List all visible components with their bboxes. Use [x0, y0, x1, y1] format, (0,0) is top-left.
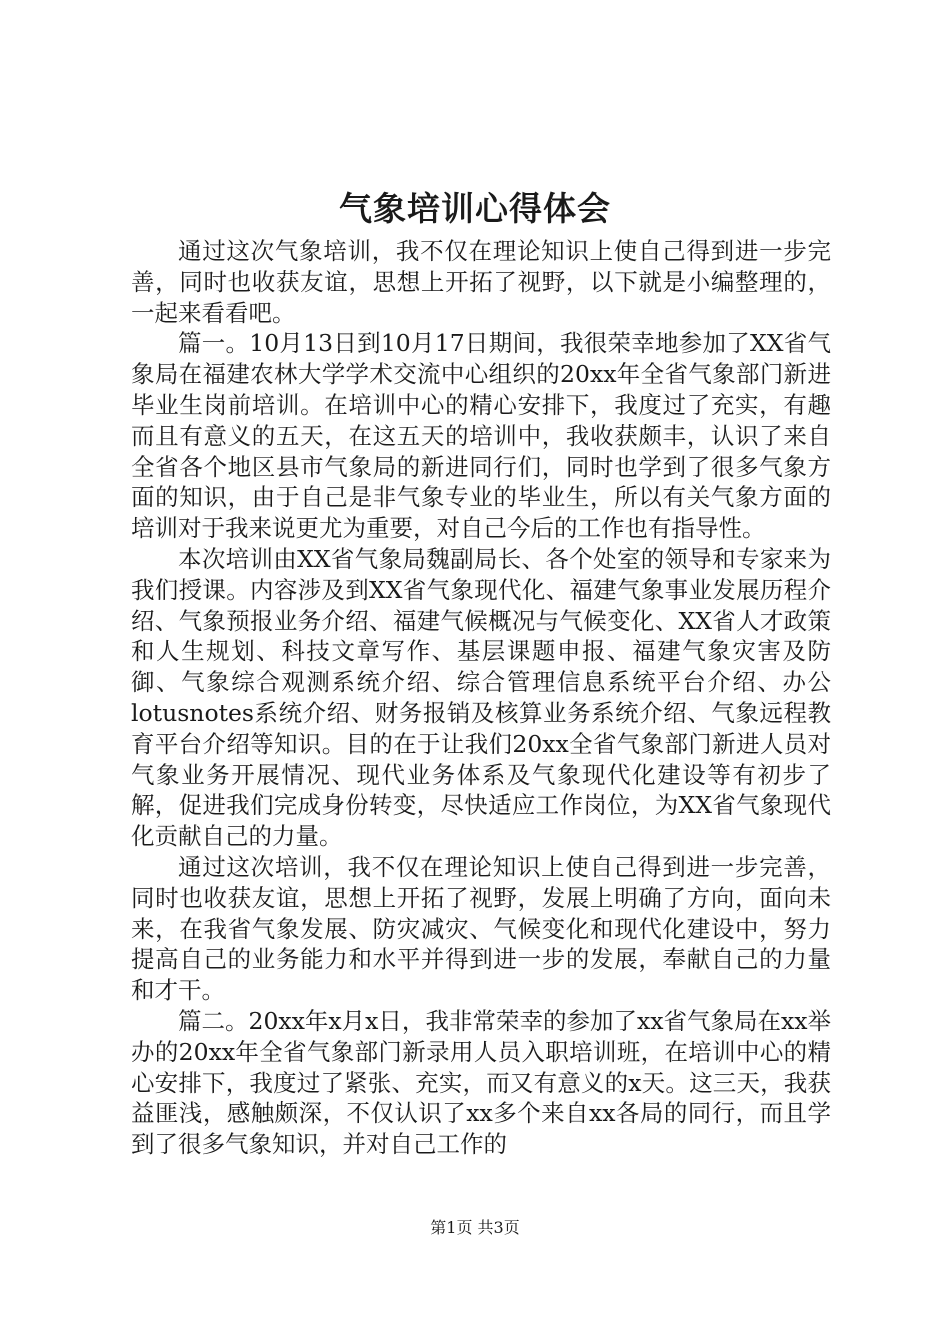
paragraph-intro: 通过这次气象培训，我不仅在理论知识上使自己得到进一步完善，同时也收获友谊，思想上开拓了视野，以下就是小编整理的，一起来看看吧。 — [131, 237, 831, 327]
paragraph-part-two: 篇二。20xx年x月x日，我非常荣幸的参加了xx省气象局在xx举办的20xx年全省气象部门新录用人员入职培训班，在培训中心的精心安排下，我度过了紧张、充实，而又有意义的x天。这三天，我获益匪浅，感触颇深，不仅认识了xx多个来自xx各局的同行，而且学到了很多气象知识，并对自己工作的 — [131, 1006, 831, 1159]
document-body — [131, 236, 831, 1160]
paragraph-training-content: 本次培训由XX省气象局魏副局长、各个处室的领导和专家来为我们授课。内容涉及到XX省气象现代化、福建气象事业发展历程介绍、气象预报业务介绍、福建气候概况与气候变化、XX省人才政策和人生规划、科技文章写作、基层课题申报、福建气象灾害及防御、气象综合观测系统介绍、综合管理信息系统平台介绍、办公lotusnotes系统介绍、财务报销及核算业务系统介绍、气象远程教育平台介绍等知识。目的在于让我们20xx全省气象部门新进人员对气象业务开展情况、现代业务体系及气象现代化建设等有初步了解，促进我们完成身份转变，尽快适应工作岗位，为XX省气象现代化贡献自己的力量。 — [131, 544, 831, 851]
paragraph-part-one: 篇一。10月13日到10月17日期间，我很荣幸地参加了XX省气象局在福建农林大学学术交流中心组织的20xx年全省气象部门新进毕业生岗前培训。在培训中心的精心安排下，我度过了充实，有趣而且有意义的五天，在这五天的培训中，我收获颇丰，认识了来自全省各个地区县市气象局的新进同行们，同时也学到了很多气象方面的知识，由于自己是非气象专业的毕业生，所以有关气象方面的培训对于我来说更尤为重要，对自己今后的工作也有指导性。 — [131, 329, 831, 543]
paragraph-summary: 通过这次培训，我不仅在理论知识上使自己得到进一步完善，同时也收获友谊，思想上开拓了视野，发展上明确了方向，面向未来，在我省气象发展、防灾减灾、气候变化和现代化建设中，努力提高自己的业务能力和水平并得到进一步的发展，奉献自己的力量和才干。 — [131, 852, 831, 1005]
page-number: 第1页 共3页 — [430, 1218, 520, 1237]
document-title: 气象培训心得体会 — [339, 189, 611, 228]
